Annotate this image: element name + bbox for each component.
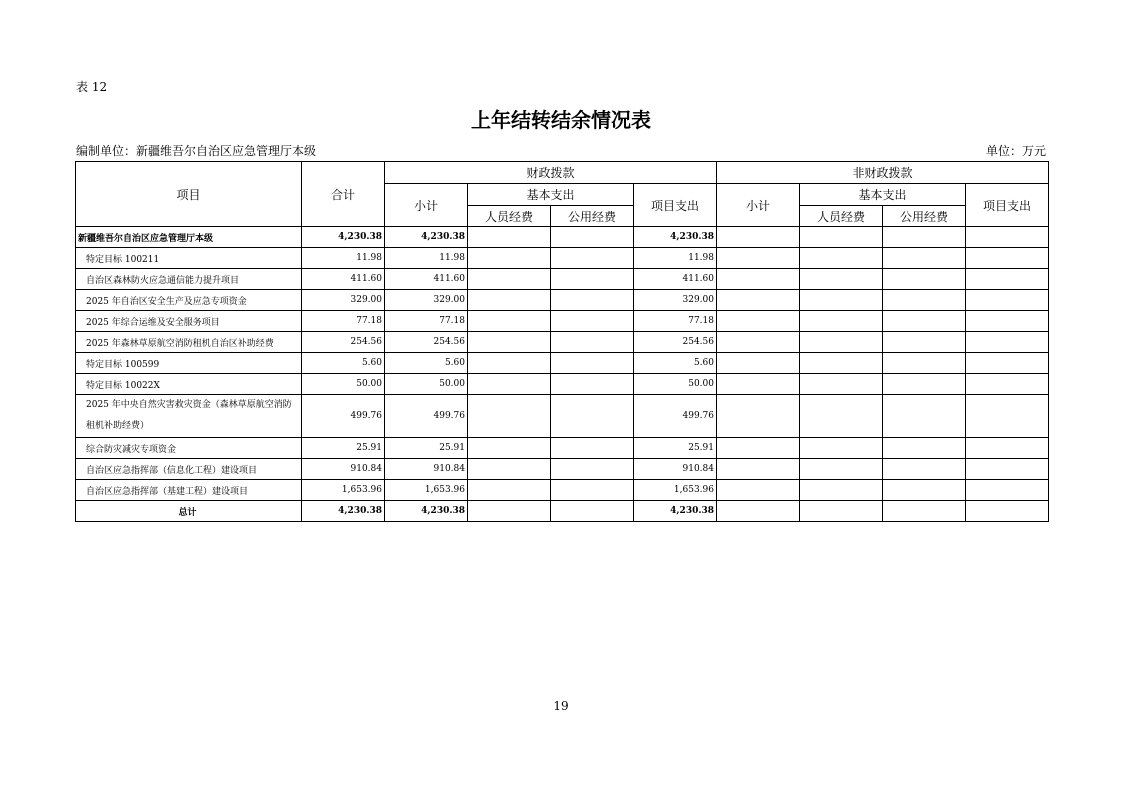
row-fiscal-subtotal: 254.56 xyxy=(385,332,468,353)
row-nonfiscal-public xyxy=(883,480,966,501)
row-nonfiscal-project xyxy=(966,353,1049,374)
row-nonfiscal-personnel xyxy=(800,248,883,269)
header-nonfiscal-public: 公用经费 xyxy=(883,206,966,227)
row-name: 2025 年自治区安全生产及应急专项资金 xyxy=(76,290,302,311)
table-row xyxy=(76,332,1049,353)
row-nonfiscal-personnel xyxy=(800,501,883,522)
row-fiscal-personnel xyxy=(468,227,551,248)
row-nonfiscal-personnel xyxy=(800,480,883,501)
row-nonfiscal-subtotal xyxy=(717,290,800,311)
row-nonfiscal-public xyxy=(883,353,966,374)
row-nonfiscal-project xyxy=(966,290,1049,311)
row-nonfiscal-public xyxy=(883,438,966,459)
row-nonfiscal-personnel xyxy=(800,311,883,332)
row-fiscal-project: 4,230.38 xyxy=(634,227,717,248)
row-nonfiscal-subtotal xyxy=(717,332,800,353)
row-total: 4,230.38 xyxy=(302,227,385,248)
row-name: 特定目标 100211 xyxy=(76,248,302,269)
row-nonfiscal-public xyxy=(883,459,966,480)
row-fiscal-project: 4,230.38 xyxy=(634,501,717,522)
row-fiscal-public xyxy=(551,332,634,353)
row-nonfiscal-public xyxy=(883,227,966,248)
row-nonfiscal-subtotal xyxy=(717,438,800,459)
header-fiscal-project: 项目支出 xyxy=(634,184,717,227)
header-nonfiscal-subtotal: 小计 xyxy=(717,184,800,227)
row-nonfiscal-project xyxy=(966,480,1049,501)
header-nonfiscal-project: 项目支出 xyxy=(966,184,1049,227)
table-label: 表 12 xyxy=(76,80,108,94)
row-nonfiscal-subtotal xyxy=(717,374,800,395)
row-fiscal-public xyxy=(551,374,634,395)
row-fiscal-public xyxy=(551,459,634,480)
row-fiscal-project: 411.60 xyxy=(634,269,717,290)
row-nonfiscal-subtotal xyxy=(717,227,800,248)
row-nonfiscal-subtotal xyxy=(717,311,800,332)
table-row xyxy=(76,227,1049,248)
carryover-table xyxy=(75,161,1049,522)
row-fiscal-subtotal: 411.60 xyxy=(385,269,468,290)
row-fiscal-subtotal: 1,653.96 xyxy=(385,480,468,501)
row-total: 50.00 xyxy=(302,374,385,395)
row-nonfiscal-subtotal xyxy=(717,459,800,480)
table-row xyxy=(76,459,1049,480)
table-row xyxy=(76,395,1049,438)
row-nonfiscal-personnel xyxy=(800,395,883,438)
row-fiscal-personnel xyxy=(468,459,551,480)
row-fiscal-project: 910.84 xyxy=(634,459,717,480)
row-fiscal-personnel xyxy=(468,290,551,311)
row-total: 254.56 xyxy=(302,332,385,353)
row-nonfiscal-project xyxy=(966,269,1049,290)
row-nonfiscal-subtotal xyxy=(717,480,800,501)
row-total: 329.00 xyxy=(302,290,385,311)
table-row xyxy=(76,480,1049,501)
row-fiscal-public xyxy=(551,501,634,522)
row-fiscal-subtotal: 77.18 xyxy=(385,311,468,332)
row-fiscal-public xyxy=(551,438,634,459)
header-fiscal-personnel: 人员经费 xyxy=(468,206,551,227)
row-name: 综合防灾减灾专项资金 xyxy=(76,438,302,459)
row-name: 自治区应急指挥部（信息化工程）建设项目 xyxy=(76,459,302,480)
row-fiscal-project: 77.18 xyxy=(634,311,717,332)
row-name: 自治区应急指挥部（基建工程）建设项目 xyxy=(76,480,302,501)
row-fiscal-subtotal: 910.84 xyxy=(385,459,468,480)
table-row xyxy=(76,311,1049,332)
row-total: 11.98 xyxy=(302,248,385,269)
row-nonfiscal-public xyxy=(883,248,966,269)
row-fiscal-project: 254.56 xyxy=(634,332,717,353)
header-item: 项目 xyxy=(76,162,302,227)
row-nonfiscal-subtotal xyxy=(717,269,800,290)
row-name: 特定目标 10022X xyxy=(76,374,302,395)
row-fiscal-subtotal: 499.76 xyxy=(385,395,468,438)
header-nonfiscal-basic: 基本支出 xyxy=(800,184,966,206)
row-nonfiscal-public xyxy=(883,269,966,290)
header-total: 合计 xyxy=(302,162,385,227)
row-nonfiscal-personnel xyxy=(800,438,883,459)
org-label: 编制单位：新疆维吾尔自治区应急管理厅本级 xyxy=(76,144,317,158)
row-fiscal-subtotal: 4,230.38 xyxy=(385,227,468,248)
row-fiscal-personnel xyxy=(468,248,551,269)
row-nonfiscal-subtotal xyxy=(717,248,800,269)
row-total: 499.76 xyxy=(302,395,385,438)
row-nonfiscal-personnel xyxy=(800,332,883,353)
row-fiscal-project: 499.76 xyxy=(634,395,717,438)
row-fiscal-project: 329.00 xyxy=(634,290,717,311)
row-fiscal-personnel xyxy=(468,374,551,395)
table-row xyxy=(76,353,1049,374)
row-fiscal-subtotal: 11.98 xyxy=(385,248,468,269)
row-fiscal-subtotal: 329.00 xyxy=(385,290,468,311)
row-fiscal-project: 50.00 xyxy=(634,374,717,395)
row-fiscal-project: 5.60 xyxy=(634,353,717,374)
row-nonfiscal-project xyxy=(966,227,1049,248)
row-nonfiscal-personnel xyxy=(800,459,883,480)
row-fiscal-public xyxy=(551,480,634,501)
row-fiscal-public xyxy=(551,353,634,374)
page-title: 上年结转结余情况表 xyxy=(471,108,651,132)
row-total: 910.84 xyxy=(302,459,385,480)
row-fiscal-project: 1,653.96 xyxy=(634,480,717,501)
row-fiscal-personnel xyxy=(468,353,551,374)
row-fiscal-public xyxy=(551,311,634,332)
table-row xyxy=(76,438,1049,459)
row-fiscal-subtotal: 5.60 xyxy=(385,353,468,374)
row-fiscal-personnel xyxy=(468,395,551,438)
row-fiscal-project: 25.91 xyxy=(634,438,717,459)
table-row xyxy=(76,374,1049,395)
table-row xyxy=(76,269,1049,290)
row-name: 2025 年森林草原航空消防租机自治区补助经费 xyxy=(76,332,302,353)
row-fiscal-personnel xyxy=(468,501,551,522)
row-name: 2025 年中央自然灾害救灾资金（森林草原航空消防租机补助经费） xyxy=(76,395,302,438)
row-total: 25.91 xyxy=(302,438,385,459)
row-nonfiscal-public xyxy=(883,501,966,522)
row-fiscal-personnel xyxy=(468,311,551,332)
row-fiscal-public xyxy=(551,227,634,248)
row-nonfiscal-subtotal xyxy=(717,501,800,522)
row-fiscal-personnel xyxy=(468,438,551,459)
row-name: 自治区森林防火应急通信能力提升项目 xyxy=(76,269,302,290)
row-nonfiscal-personnel xyxy=(800,227,883,248)
row-total: 5.60 xyxy=(302,353,385,374)
row-total: 411.60 xyxy=(302,269,385,290)
row-fiscal-public xyxy=(551,248,634,269)
row-fiscal-subtotal: 25.91 xyxy=(385,438,468,459)
row-name: 总计 xyxy=(76,501,302,522)
row-nonfiscal-public xyxy=(883,332,966,353)
row-total: 77.18 xyxy=(302,311,385,332)
row-nonfiscal-personnel xyxy=(800,269,883,290)
row-fiscal-subtotal: 4,230.38 xyxy=(385,501,468,522)
row-nonfiscal-public xyxy=(883,311,966,332)
row-nonfiscal-public xyxy=(883,374,966,395)
page-number: 19 xyxy=(553,699,569,713)
row-nonfiscal-public xyxy=(883,290,966,311)
row-nonfiscal-project xyxy=(966,332,1049,353)
row-total: 4,230.38 xyxy=(302,501,385,522)
row-nonfiscal-project xyxy=(966,501,1049,522)
row-nonfiscal-personnel xyxy=(800,374,883,395)
row-name: 特定目标 100599 xyxy=(76,353,302,374)
row-nonfiscal-personnel xyxy=(800,290,883,311)
header-fiscal-subtotal: 小计 xyxy=(385,184,468,227)
row-nonfiscal-project xyxy=(966,459,1049,480)
row-fiscal-project: 11.98 xyxy=(634,248,717,269)
header-non-fiscal: 非财政拨款 xyxy=(717,162,1049,184)
header-nonfiscal-personnel: 人员经费 xyxy=(800,206,883,227)
row-name: 2025 年综合运维及安全服务项目 xyxy=(76,311,302,332)
row-fiscal-public xyxy=(551,290,634,311)
row-fiscal-personnel xyxy=(468,269,551,290)
row-fiscal-public xyxy=(551,395,634,438)
row-nonfiscal-subtotal xyxy=(717,395,800,438)
row-total: 1,653.96 xyxy=(302,480,385,501)
table-row xyxy=(76,248,1049,269)
row-nonfiscal-subtotal xyxy=(717,353,800,374)
row-nonfiscal-public xyxy=(883,395,966,438)
header-fiscal: 财政拨款 xyxy=(385,162,717,184)
row-nonfiscal-project xyxy=(966,248,1049,269)
row-nonfiscal-project xyxy=(966,438,1049,459)
row-nonfiscal-project xyxy=(966,374,1049,395)
row-nonfiscal-project xyxy=(966,395,1049,438)
row-fiscal-personnel xyxy=(468,480,551,501)
row-fiscal-subtotal: 50.00 xyxy=(385,374,468,395)
header-fiscal-public: 公用经费 xyxy=(551,206,634,227)
unit-label: 单位：万元 xyxy=(985,144,1046,158)
table-row xyxy=(76,501,1049,522)
row-fiscal-personnel xyxy=(468,332,551,353)
table-row xyxy=(76,290,1049,311)
header-fiscal-basic: 基本支出 xyxy=(468,184,634,206)
row-nonfiscal-project xyxy=(966,311,1049,332)
row-name: 新疆维吾尔自治区应急管理厅本级 xyxy=(76,227,302,248)
row-fiscal-public xyxy=(551,269,634,290)
row-nonfiscal-personnel xyxy=(800,353,883,374)
